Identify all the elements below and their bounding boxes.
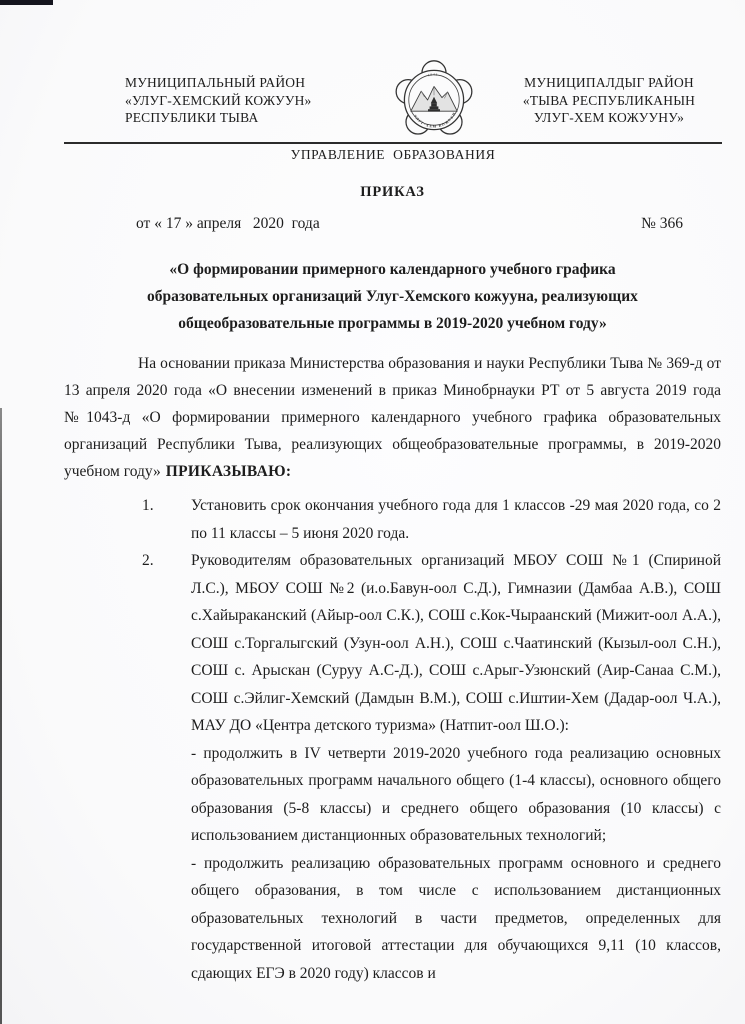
coat-of-arms-seal-icon bbox=[394, 57, 474, 143]
item-paragraph: - продолжить в IV четверти 2019-2020 учебного года реализацию основных образовательных программ начального общего (1-4 классы), основного общего образования (5-8 классы) и среднего общего образования (10 классы) с использованием дистанционных образовательных технологий; bbox=[191, 744, 721, 844]
order-items-list bbox=[64, 492, 721, 987]
seal-bottom-text: УЛУГ-ХЕМ КОЖУУН bbox=[412, 111, 457, 129]
preamble-text: На основании приказа Министерства образования и науки Республики Тыва № 369-д от 13 апреля 2020 года «О внесении изменений в приказ Минобрнауки РТ от 5 августа 2019 года №1043-д «О формировании примерного календарного учебного графика образовательных организаций Республики Тыва, реализующих общеобразовательные программы, в 2019-2020 учебном году» bbox=[64, 355, 721, 480]
item-number: 1. bbox=[142, 497, 154, 514]
item-paragraph: Руководителям образовательных организаций МБОУ СОШ №1 (Спириной Л.С.), МБОУ СОШ №2 (и.о.Бавун-оол С.Д.), Гимназии (Дамбаа А.В.), СОШ с.Хайыраканский (Айыр-оол С.К.), СОШ с.Кок-Чыраанский (Мижит-оол А.А.), СОШ с.Торгалыгский (Узун-оол А.Н.), СОШ с.Чаатинский (Кызыл-оол С.Н.), СОШ с. Арыскан (Суруу А.С-Д.), СОШ с.Арыг-Узюнский (Аир-Санаа С.М.), СОШ с.Эйлиг-Хемский (Дамдын В.М.), СОШ с.Иштии-Хем (Дадар-оол Ч.А.), МАУ ДО «Центра детского туризма» (Натпит-оол Ш.О.): bbox=[191, 552, 721, 734]
org-name-tuvan bbox=[490, 74, 728, 127]
seal-top-text: 1943 bbox=[427, 72, 439, 78]
org-name-line: «УЛУГ-ХЕМСКИЙ КОЖУУН» bbox=[125, 92, 312, 108]
preamble-paragraph bbox=[64, 350, 721, 485]
date-number-row bbox=[64, 215, 721, 233]
org-name-line: МУНИЦИПАЛДЫГ РАЙОН bbox=[524, 75, 694, 90]
letterhead bbox=[0, 0, 745, 142]
org-name-russian bbox=[125, 74, 311, 127]
header-divider bbox=[64, 142, 722, 144]
org-name-line: УЛУГ-ХЕМ КОЖУУНУ» bbox=[533, 110, 685, 125]
order-title-line: общеобразовательные программы в 2019-2020 учебном году» bbox=[178, 315, 607, 332]
scan-artifact-left-edge bbox=[0, 408, 2, 1024]
org-name-line: «ТЫВА РЕСПУБЛИКАНЫН bbox=[522, 92, 696, 108]
order-title bbox=[64, 256, 721, 337]
org-name-line: РЕСПУБЛИКИ ТЫВА bbox=[125, 110, 259, 125]
item-paragraph: Установить срок окончания учебного года для 1 классов -29 мая 2020 года, со 2 по 11 классы – 5 июня 2020 года. bbox=[191, 497, 721, 542]
item-paragraph: - продолжить реализацию образовательных программ основного и среднего общего образования, в том числе с использованием дистанционных образовательных технологий в части предметов, определенных для государственной итоговой аттестации для обучающихся 9,11 (10 классов, сдающих ЕГЭ в 2020 году) классов и bbox=[191, 854, 721, 982]
order-date: от « 17 » апреля 2020 года bbox=[136, 215, 320, 232]
order-item-2 bbox=[64, 547, 721, 987]
order-title-line: образовательных организаций Улуг-Хемского кожууна, реализующих bbox=[147, 288, 638, 305]
order-title-line: «О формировании примерного календарного учебного графика bbox=[169, 261, 616, 278]
order-body bbox=[64, 166, 721, 987]
document-type-heading: ПРИКАЗ bbox=[360, 184, 425, 200]
department-name: УПРАВЛЕНИЕ ОБРАЗОВАНИЯ bbox=[290, 147, 496, 162]
org-name-line: МУНИЦИПАЛЬНЫЙ РАЙОН bbox=[125, 75, 306, 90]
decree-word: ПРИКАЗЫВАЮ: bbox=[165, 463, 292, 480]
order-item-1 bbox=[64, 492, 721, 547]
item-number: 2. bbox=[142, 552, 154, 569]
order-number: № 366 bbox=[641, 215, 683, 232]
